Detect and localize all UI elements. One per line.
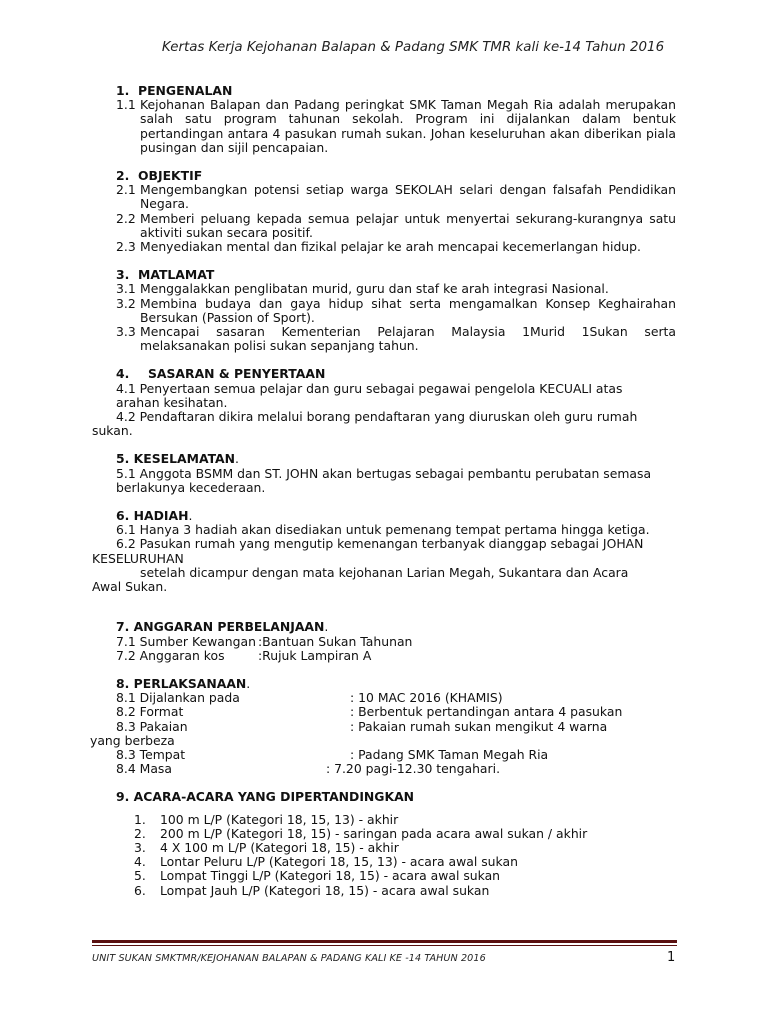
key-value-row: 8.3 Tempat : Padang SMK Taman Megah Ria xyxy=(116,746,549,762)
list-item: 2.2 Memberi peluang kepada semua pelajar untuk menyertai sekurang-kurangnya satu aktiviti sukan secara positif. xyxy=(116,210,676,240)
paragraph-line: 6.1 Hanya 3 hadiah akan disediakan untuk pemenang tempat pertama hingga ketiga. xyxy=(116,522,650,538)
footer-rule-thin xyxy=(92,945,677,946)
list-item: 1.1 Kejohanan Balapan dan Padang peringkat SMK Taman Megah Ria adalah merupakan salah satu program tahunan sekolah. Program ini dijalankan dalam bentuk pertandingan antara 4 pasukan rumah sukan. Johan keseluruhan akan diberikan piala pusingan dan sijil pencapaian. xyxy=(116,97,676,155)
document-body xyxy=(92,84,676,912)
key-value-row: 8.4 Masa : 7.20 pagi-12.30 tengahari. xyxy=(116,761,501,777)
section-objektif xyxy=(92,169,676,254)
section-matlamat xyxy=(92,268,676,353)
list-item: 4. Lontar Peluru L/P (Kategori 18, 15, 13) - acara awal sukan xyxy=(134,854,518,870)
section-heading: 6. HADIAH. xyxy=(116,508,193,524)
key-value-row: 8.1 Dijalankan pada : 10 MAC 2016 (KHAMIS) xyxy=(116,690,503,706)
list-item: 6. Lompat Jauh L/P (Kategori 18, 15) - acara awal sukan xyxy=(134,882,490,898)
section-heading: 7. ANGGARAN PERBELANJAAN. xyxy=(116,619,329,635)
page-header: Kertas Kerja Kejohanan Balapan & Padang SMK TMR kali ke-14 Tahun 2016 xyxy=(161,40,665,55)
list-item: 5. Lompat Tinggi L/P (Kategori 18, 15) - acara awal sukan xyxy=(134,868,501,884)
list-item: 3.3 Mencapai sasaran Kementerian Pelajaran Malaysia 1Murid 1Sukan serta melaksanakan polisi sukan sepanjang tahun. xyxy=(116,324,676,354)
section-keselamatan xyxy=(92,452,676,495)
section-heading: 5. KESELAMATAN. xyxy=(116,451,239,467)
paragraph-line: 4.2 Pendaftaran dikira melalui borang pendaftaran yang diuruskan oleh guru rumah xyxy=(116,409,638,425)
list-item: 3.2 Membina budaya dan gaya hidup sihat serta mengamalkan Konsep Keghairahan Bersukan (Passion of Sport). xyxy=(116,295,676,325)
list-item: 3.1 Menggalakkan penglibatan murid, guru dan staf ke arah integrasi Nasional. xyxy=(116,281,609,297)
footer-rule-thick xyxy=(92,940,677,943)
paragraph-line: berlakunya kecederaan. xyxy=(116,479,266,495)
section-heading: 1. PENGENALAN xyxy=(116,83,233,98)
event-list xyxy=(134,813,676,898)
section-heading: 9. ACARA-ACARA YANG DIPERTANDINGKAN xyxy=(116,789,415,805)
page-footer: UNIT SUKAN SMKTMR/KEJOHANAN BALAPAN & PADANG KALI KE -14 TAHUN 2016 xyxy=(92,953,486,964)
paragraph-line: 5.1 Anggota BSMM dan ST. JOHN akan bertugas sebagai pembantu perubatan semasa xyxy=(116,465,652,481)
key-value-row: 8.3 Pakaian : Pakaian rumah sukan mengikut 4 warna xyxy=(116,718,608,734)
section-heading: 3. MATLAMAT xyxy=(116,267,215,283)
list-item: 2.1 Mengembangkan potensi setiap warga SEKOLAH selari dengan falsafah Pendidikan Negara. xyxy=(116,182,676,212)
list-item: 2.3 Menyediakan mental dan fizikal pelajar ke arah mencapai kecemerlangan hidup. xyxy=(116,239,641,255)
key-value-row: 7.2 Anggaran kos :Rujuk Lampiran A xyxy=(116,647,372,663)
paragraph-line: arahan kesihatan. xyxy=(116,394,228,410)
section-acara xyxy=(92,790,676,897)
section-heading: 4. SASARAN & PENYERTAAN xyxy=(116,366,326,382)
key-value-row: 8.2 Format : Berbentuk pertandingan antara 4 pasukan xyxy=(116,704,623,720)
section-anggaran xyxy=(92,620,676,663)
section-perlaksanaan xyxy=(92,677,676,776)
page-number: 1 xyxy=(667,950,676,965)
paragraph-line: 6.2 Pasukan rumah yang mengutip kemenangan terbanyak dianggap sebagai JOHAN xyxy=(116,536,644,552)
paragraph-line: yang berbeza xyxy=(90,732,175,748)
section-pengenalan xyxy=(92,84,676,155)
paragraph-line: KESELURUHAN xyxy=(92,550,184,566)
section-heading: 8. PERLAKSANAAN. xyxy=(116,675,251,691)
key-value-row: 7.1 Sumber Kewangan :Bantuan Sukan Tahunan xyxy=(116,633,413,649)
section-sasaran xyxy=(92,367,676,438)
paragraph-line: Awal Sukan. xyxy=(92,579,168,595)
paragraph-line: 4.1 Penyertaan semua pelajar dan guru sebagai pegawai pengelola KECUALI atas xyxy=(116,380,623,396)
section-hadiah xyxy=(92,509,676,594)
paragraph-line: sukan. xyxy=(92,423,133,439)
paragraph-line: setelah dicampur dengan mata kejohanan Larian Megah, Sukantara dan Acara xyxy=(140,564,629,580)
list-item: 1. 100 m L/P (Kategori 18, 15, 13) - akhir xyxy=(134,811,399,827)
list-item: 2. 200 m L/P (Kategori 18, 15) - saringan pada acara awal sukan / akhir xyxy=(134,825,588,841)
section-heading: 2. OBJEKTIF xyxy=(116,168,203,184)
list-item: 3. 4 X 100 m L/P (Kategori 18, 15) - akhir xyxy=(134,839,399,855)
